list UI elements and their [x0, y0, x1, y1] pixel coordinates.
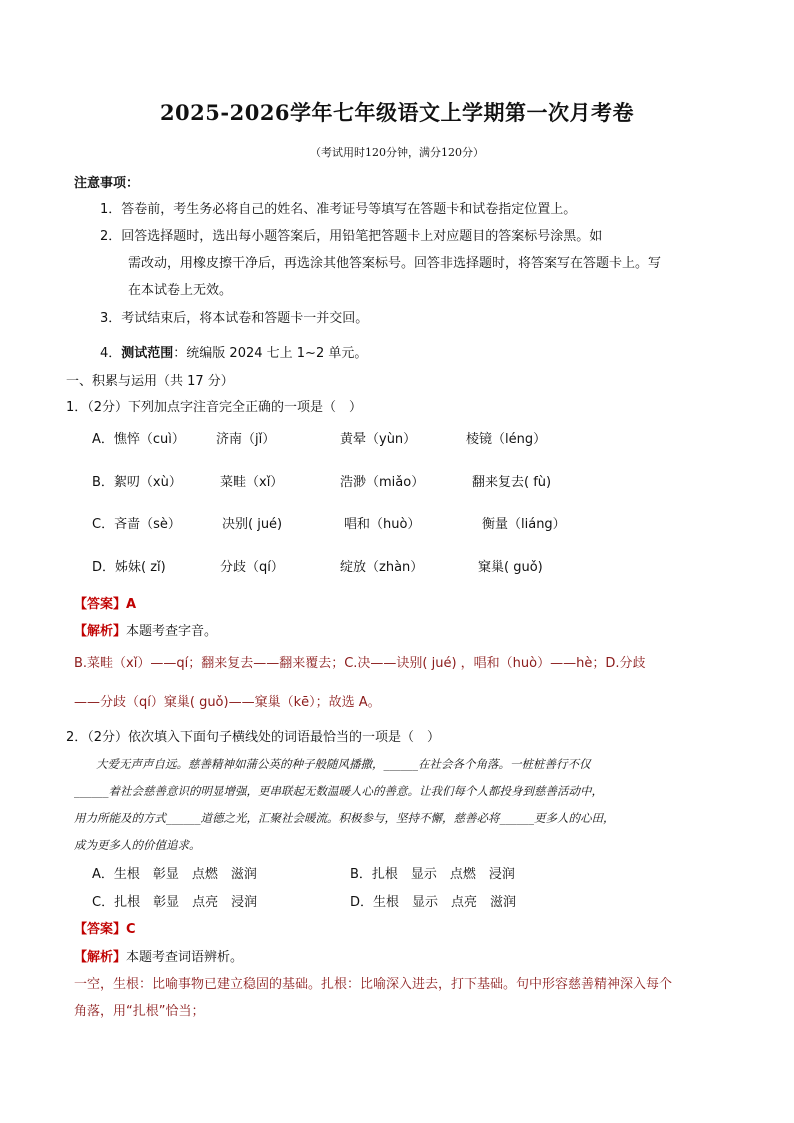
q2-option-b: B．扎根 显示 点燃 浸润: [350, 867, 515, 882]
q1-option-b-1: B．絮叨（xù）: [92, 475, 182, 490]
q1-option-b-2: 菜畦（xǐ）: [220, 475, 284, 490]
q1-explain-line-2: ——分歧（qí）窠巢( guǒ)——窠巢（kē）；故选 A。: [74, 695, 381, 710]
q1-explain-line-1: B.菜畦（xǐ）——qí；翻来复去——翻来覆去；C.决——诀别( jué) ，唱和（huò）——hè；D.分歧: [74, 656, 646, 671]
q2-answer: [74, 918, 136, 937]
answer-label: 【答案】: [74, 922, 127, 937]
q2-passage-line-1: 大爱无声声自远。慈善精神如蒲公英的种子般随风播撒，______在社会各个角落。一桩桩善行不仅: [96, 757, 591, 771]
notice-item-4-bold: 测试范围: [121, 346, 174, 361]
q1-answer: [74, 593, 136, 612]
notice-item-2-cont2: 在本试卷上无效。: [128, 283, 233, 298]
analysis-label: 【解析】: [74, 624, 127, 639]
q1-option-d-2: 分歧（qí）: [220, 560, 284, 575]
notice-item-4-prefix: 4．: [100, 346, 122, 361]
q1-option-b-4: 翻来复去( fù): [472, 475, 552, 490]
notice-item-2: 2．回答选择题时，选出每小题答案后，用铅笔把答题卡上对应题目的答案标号涂黑。如: [100, 229, 603, 244]
q1-option-d-4: 窠巢( guǒ): [478, 560, 543, 575]
q1-option-a-2: 济南（jǐ）: [216, 432, 276, 447]
question-1-stem: 1．（2分）下列加点字注音完全正确的一项是（ ）: [66, 400, 363, 415]
page-title: 2025-2026学年七年级语文上学期第一次月考卷: [159, 100, 635, 125]
answer-value: A: [126, 597, 137, 612]
q1-analysis: [74, 620, 217, 639]
analysis-text: 本题考查词语辨析。: [126, 950, 244, 965]
q1-option-d-1: D．姊妹( zǐ): [92, 560, 166, 575]
q2-explain-line-1: 一空，生根：比喻事物已建立稳固的基础。扎根：比喻深入进去，打下基础。句中形容慈善精神深入每个: [74, 977, 673, 992]
q1-option-b-3: 浩渺（miǎo）: [340, 475, 425, 490]
analysis-label: 【解析】: [74, 950, 127, 965]
notice-heading: 注意事项：: [74, 176, 140, 191]
page-subtitle: （考试用时120分钟，满分120分）: [310, 146, 484, 159]
analysis-text: 本题考查字音。: [126, 624, 218, 639]
q1-option-a-1: A．憔悴（cuì）: [92, 432, 185, 447]
q2-passage-line-3: 用力所能及的方式______道德之光，汇聚社会暖流。积极参与，坚持不懈，慈善必将______更多人的心田，: [74, 811, 615, 825]
answer-label: 【答案】: [74, 597, 127, 612]
notice-item-1: 1．答卷前，考生务必将自己的姓名、准考证号等填写在答题卡和试卷指定位置上。: [100, 202, 577, 217]
notice-item-2-cont: 需改动，用橡皮擦干净后，再选涂其他答案标号。回答非选择题时，将答案写在答题卡上。写: [128, 256, 662, 271]
q1-option-c-4: 衡量（liáng）: [482, 517, 566, 532]
q2-analysis: [74, 946, 243, 965]
answer-value: C: [126, 922, 136, 937]
question-2-stem: 2．（2分）依次填入下面句子横线处的词语最恰当的一项是（ ）: [66, 730, 441, 745]
q2-option-c: C．扎根 彰显 点亮 浸润: [92, 895, 258, 910]
notice-item-4-rest: ：统编版 2024 七上 1~2 单元。: [173, 346, 368, 361]
q1-option-d-3: 绽放（zhàn）: [340, 560, 424, 575]
q1-option-a-3: 黄晕（yùn）: [340, 432, 417, 447]
q2-passage-line-2: ______着社会慈善意识的明显增强，更串联起无数温暖人心的善意。让我们每个人都投身到慈善活动中，: [74, 784, 603, 798]
q2-option-d: D．生根 显示 点亮 滋润: [350, 895, 517, 910]
q1-option-c-3: 唱和（huò）: [344, 517, 421, 532]
q2-explain-line-2: 角落，用“扎根”恰当；: [74, 1004, 205, 1019]
q1-option-c-1: C．吝啬（sè）: [92, 517, 181, 532]
notice-item-3: 3．考试结束后，将本试卷和答题卡一并交回。: [100, 311, 369, 326]
q2-passage-line-4: 成为更多人的价值追求。: [74, 838, 201, 852]
notice-item-4: [100, 342, 367, 361]
q1-option-c-2: 决别( jué): [222, 517, 283, 532]
section-heading: 一、积累与运用（共 17 分）: [66, 374, 234, 389]
q2-option-a: A．生根 彰显 点燃 滋润: [92, 867, 257, 882]
q1-option-a-4: 棱镜（léng）: [466, 432, 547, 447]
